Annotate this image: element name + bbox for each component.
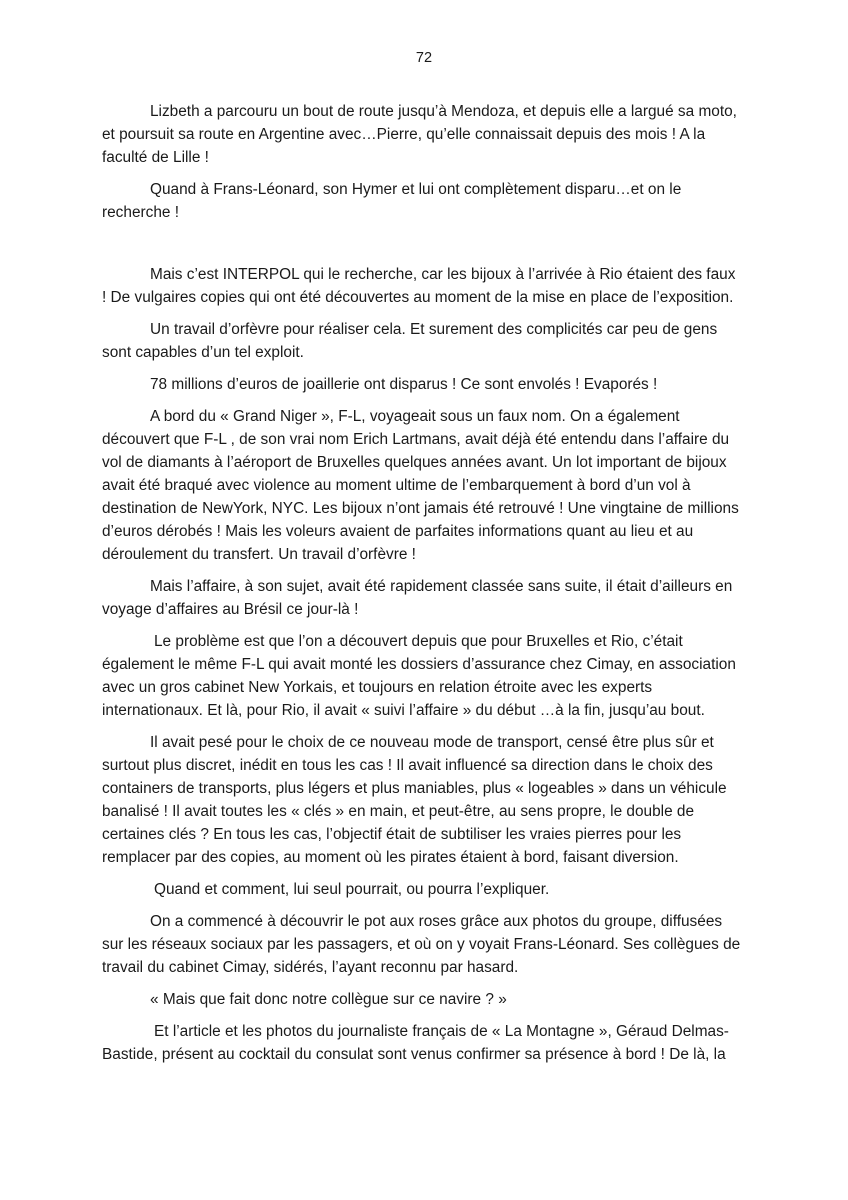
paragraph-5: 78 millions d’euros de joaillerie ont disparus ! Ce sont envolés ! Evaporés !: [150, 376, 658, 393]
paragraph-4: Un travail d’orfèvre pour réaliser cela. Et surement des complicités car peu de gens sont capables d’un tel exploit.: [102, 321, 718, 361]
paragraph-10: Quand et comment, lui seul pourrait, ou pourra l’expliquer.: [154, 881, 550, 898]
paragraph-7: Mais l’affaire, à son sujet, avait été rapidement classée sans suite, il était d’ailleurs en voyage d’affaires au Brésil ce jour-là !: [102, 578, 733, 618]
paragraph-8: Le problème est que l’on a découvert depuis que pour Bruxelles et Rio, c’était également le même F-L qui avait monté les dossiers d’assurance chez Cimay, en association avec un gros cabinet New Yorkais, et toujours en relation étroite avec les experts internationaux. Et là, pour Rio, il avait « suivi l’affaire » du début …à la fin, jusqu’au bout.: [102, 633, 736, 719]
paragraph-3: Mais c’est INTERPOL qui le recherche, car les bijoux à l’arrivée à Rio étaient des faux ! De vulgaires copies qui ont été découvertes au moment de la mise en place de l’exposition.: [102, 266, 736, 306]
paragraph-9: Il avait pesé pour le choix de ce nouveau mode de transport, censé être plus sûr et surtout plus discret, inédit en tous les cas ! Il avait influencé sa direction dans le choix des containers de transports, plus légers et plus maniables, plus « logeables » dans un véhicule banalisé ! Il avait toutes les « clés » en main, et peut-être, au sens propre, le double de certaines clés ? En tous les cas, l’objectif était de subtiliser les vraies pierres pour les remplacer par des copies, au moment où les pirates étaient à bord, faisant diversion.: [102, 734, 727, 866]
paragraph-11: On a commencé à découvrir le pot aux roses grâce aux photos du groupe, diffusées sur les réseaux sociaux par les passagers, et où on y voyait Frans-Léonard. Ses collègues de travail du cabinet Cimay, sidérés, l’ayant reconnu par hasard.: [102, 913, 741, 976]
paragraph-12: « Mais que fait donc notre collègue sur ce navire ? »: [150, 991, 507, 1008]
page-number: 72: [415, 50, 433, 66]
paragraph-2: Quand à Frans-Léonard, son Hymer et lui ont complètement disparu…et on le recherche !: [102, 181, 682, 221]
page-body: [102, 100, 743, 1075]
paragraph-13: Et l’article et les photos du journaliste français de « La Montagne », Géraud Delmas-Bastide, présent au cocktail du consulat sont venus confirmer sa présence à bord ! De là, la: [102, 1023, 729, 1063]
paragraph-6: A bord du « Grand Niger », F-L, voyageait sous un faux nom. On a également découvert que F-L , de son vrai nom Erich Lartmans, avait déjà été entendu dans l’affaire du vol de diamants à l’aéroport de Bruxelles quelques années avant. Un lot important de bijoux avait été braqué avec violence au moment ultime de l’embarquement à bord d’un vol à destination de NewYork, NYC. Les bijoux n’ont jamais été retrouvé ! Une vingtaine de millions d’euros dérobés ! Mais les voleurs avaient de parfaites informations quant au lieu et au déroulement du transfert. Un travail d’orfèvre !: [102, 408, 739, 563]
paragraph-1: Lizbeth a parcouru un bout de route jusqu’à Mendoza, et depuis elle a largué sa moto, et poursuit sa route en Argentine avec…Pierre, qu’elle connaissait depuis des mois ! A la faculté de Lille !: [102, 103, 737, 166]
